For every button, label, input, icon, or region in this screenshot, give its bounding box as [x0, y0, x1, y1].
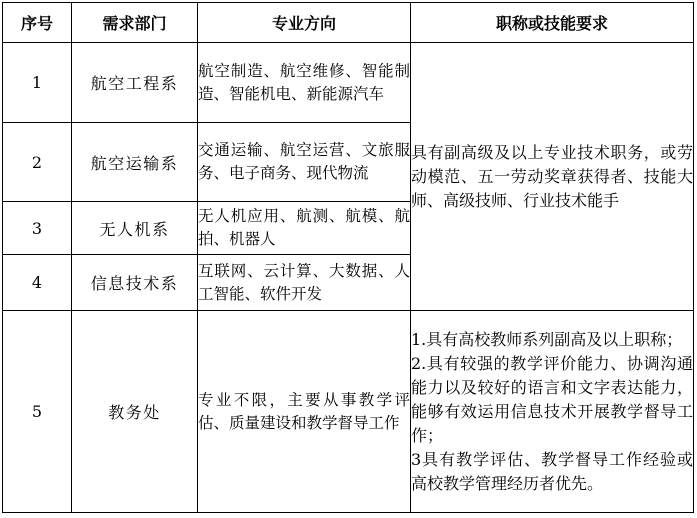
row-major: 无人机应用、航测、航模、航拍、机器人	[198, 202, 411, 255]
row-index: 2	[3, 123, 72, 202]
header-department: 需求部门	[72, 3, 198, 43]
requirement-item: 3具有教学评估、教学督导工作经验或高校教学管理经历者优先。	[411, 449, 693, 493]
requirement-item: 1.具有高校教师系列副高及以上职称；	[411, 329, 683, 349]
table-row	[3, 43, 694, 123]
shared-requirement: 具有副高级及以上专业技术职务，或劳动模范、五一劳动奖章获得者、技能大师、高级技师、行业技术能手	[411, 43, 694, 311]
row-major: 专业不限，主要从事教学评估、质量建设和教学督导工作	[198, 311, 411, 513]
header-row	[3, 3, 694, 43]
row-department: 信息技术系	[72, 255, 198, 311]
row-major: 互联网、云计算、大数据、人工智能、软件开发	[198, 255, 411, 311]
row-major: 交通运输、航空运营、文旅服务、电子商务、现代物流	[198, 123, 411, 202]
row-index: 3	[3, 202, 72, 255]
row5-requirements	[411, 311, 694, 513]
recruitment-table	[2, 2, 694, 513]
row-department: 航空运输系	[72, 123, 198, 202]
row-department: 航空工程系	[72, 43, 198, 123]
table-row	[3, 311, 694, 513]
row-department: 教务处	[72, 311, 198, 513]
header-index: 序号	[3, 3, 72, 43]
header-major: 专业方向	[198, 3, 411, 43]
row-major: 航空制造、航空维修、智能制造、智能机电、新能源汽车	[198, 43, 411, 123]
header-qualification: 职称或技能要求	[411, 3, 694, 43]
row-department: 无人机系	[72, 202, 198, 255]
requirement-item: 2.具有较强的教学评价能力、协调沟通能力以及较好的语言和文字表达能力，能够有效运用信息技术开展教学督导工作；	[411, 353, 693, 445]
row-index: 5	[3, 311, 72, 513]
row-index: 1	[3, 43, 72, 123]
row-index: 4	[3, 255, 72, 311]
